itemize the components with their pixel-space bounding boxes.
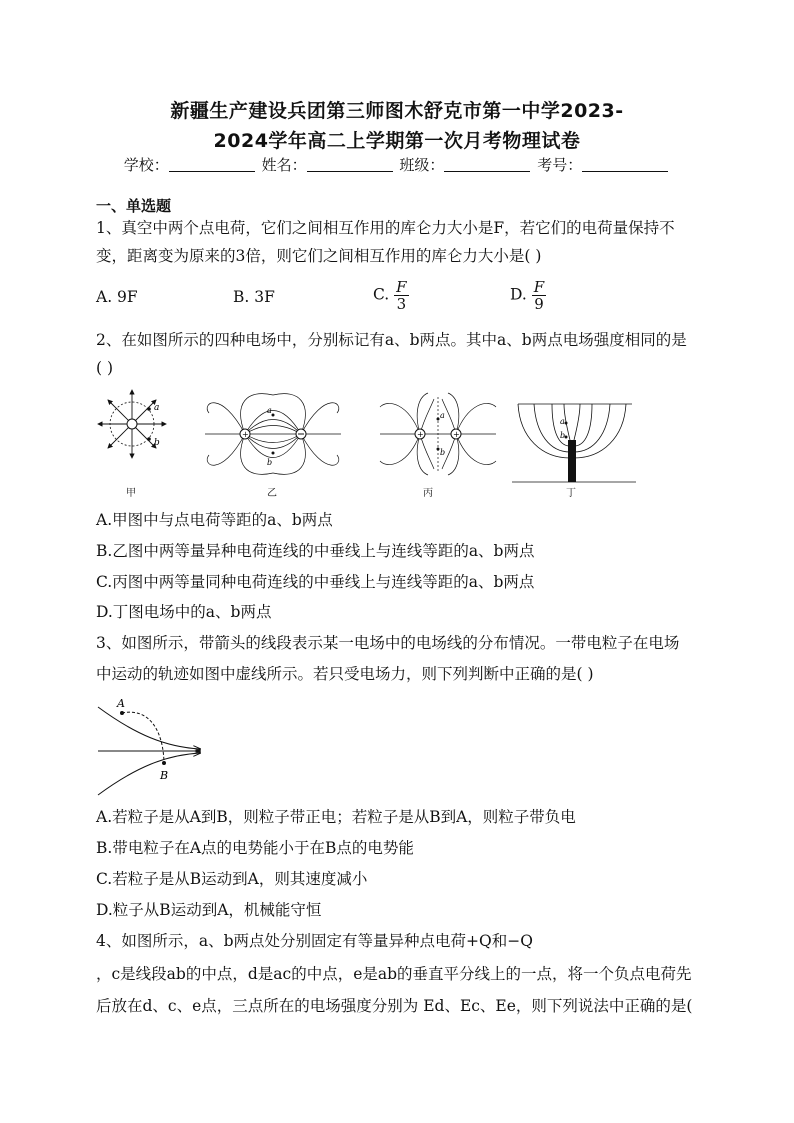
figure-bing-label-a: a [440,411,445,420]
q3-option-b[interactable]: B.带电粒子在A点的电势能小于在B点的电势能 [96,839,414,857]
q1-option-d-fraction [532,279,546,312]
fraction-denominator: 3 [396,295,407,313]
figure-q3-field-lines [96,695,206,800]
q3-option-d[interactable]: D.粒子从B运动到A，机械能守恒 [96,901,322,919]
q1-text-line2: 变，距离变为原来的3倍，则它们之间相互作用的库仑力大小是( ) [96,247,542,265]
figure-ding-label-b: b [560,431,566,440]
figure-jia-label-a: a [154,403,160,413]
figure-q3-label-b: B [160,769,169,782]
q2-text-line2: ( ) [96,359,114,377]
figure-jia-point-charge-field [96,388,168,463]
figure-bing-label-b: b [440,448,446,457]
q1-option-d-prefix: D. [510,285,527,304]
q4-text-line2: ，c是线段ab的中点，d是ac的中点，e是ab的垂直平分线上的一点，将一个负点电荷先 [96,965,692,983]
figure-caption-ding: 丁 [566,488,576,499]
figure-ding-label-a: a [560,417,565,426]
figure-caption-yi: 乙 [267,488,277,499]
q1-option-c-prefix: C. [373,285,390,304]
q4-text-line3: 后放在d、c、e点，三点所在的电场强度分别为 Ed、Ec、Ee，则下列说法中正确的是( [96,997,693,1015]
svg-text:+: + [453,430,460,439]
class-blank[interactable] [444,157,530,172]
exam-number-blank[interactable] [582,157,668,172]
class-label: 班级： [399,156,445,174]
school-blank[interactable] [169,157,255,172]
figure-caption-jia: 甲 [126,488,136,499]
svg-text:+: + [417,430,424,439]
q2-option-b[interactable]: B.乙图中两等量异种电荷连线的中垂线上与连线等距的a、b两点 [96,542,535,560]
q1-option-c[interactable] [373,279,409,312]
q3-option-c[interactable]: C.若粒子是从B运动到A，则其速度减小 [96,870,368,888]
exam-title-line2: 2024学年高二上学期第一次月考物理试卷 [213,130,581,152]
q1-option-c-fraction [394,279,408,312]
q3-option-a[interactable]: A.若粒子是从A到B，则粒子带正电；若粒子是从B到A，则粒子带负电 [96,808,576,826]
q2-option-a[interactable]: A.甲图中与点电荷等距的a、b两点 [96,511,333,529]
q1-option-b[interactable]: B. 3F [233,288,275,306]
figure-caption-bing: 丙 [423,488,433,499]
school-label: 学校： [123,156,169,174]
fraction-numerator: F [396,278,407,296]
student-info-row [0,154,794,175]
q1-option-a[interactable]: A. 9F [96,288,138,306]
name-label: 姓名： [261,156,307,174]
q2-option-d[interactable]: D.丁图电场中的a、b两点 [96,603,272,621]
section-heading: 一、单选题 [96,197,172,215]
q2-text-line1: 2、在如图所示的四种电场中，分别标记有a、b两点。其中a、b两点电场强度相同的是 [96,331,687,349]
fraction-numerator: F [533,278,545,296]
q3-text-line2: 中运动的轨迹如图中虚线所示。若只受电场力，则下列判断中正确的是( ) [96,665,594,683]
figure-q3-label-a: A [117,697,125,710]
exam-number-label: 考号： [537,156,583,174]
q1-option-d[interactable] [510,279,546,312]
figure-yi-dipole-field [203,393,343,475]
fraction-denominator: 9 [534,295,544,313]
svg-text:+: + [242,430,249,439]
name-blank[interactable] [307,157,393,172]
figure-yi-label-a: a [267,406,272,415]
figure-ding-rod-field [512,398,638,484]
q3-text-line1: 3、如图所示，带箭头的线段表示某一电场中的电场线的分布情况。一带电粒子在电场 [96,634,680,652]
q2-option-c[interactable]: C.丙图中两等量同种电荷连线的中垂线上与连线等距的a、b两点 [96,573,535,591]
q1-text-line1: 1、真空中两个点电荷，它们之间相互作用的库仑力大小是F，若它们的电荷量保持不 [96,219,675,237]
q4-text-line1: 4、如图所示，a、b两点处分别固定有等量异种点电荷+Q和−Q [96,932,533,950]
exam-title-line1: 新疆生产建设兵团第三师图木舒克市第一中学2023- [170,100,624,122]
figure-yi-label-b: b [267,458,273,467]
figure-bing-like-charges-field [378,393,498,475]
figure-jia-label-b: b [154,438,160,448]
